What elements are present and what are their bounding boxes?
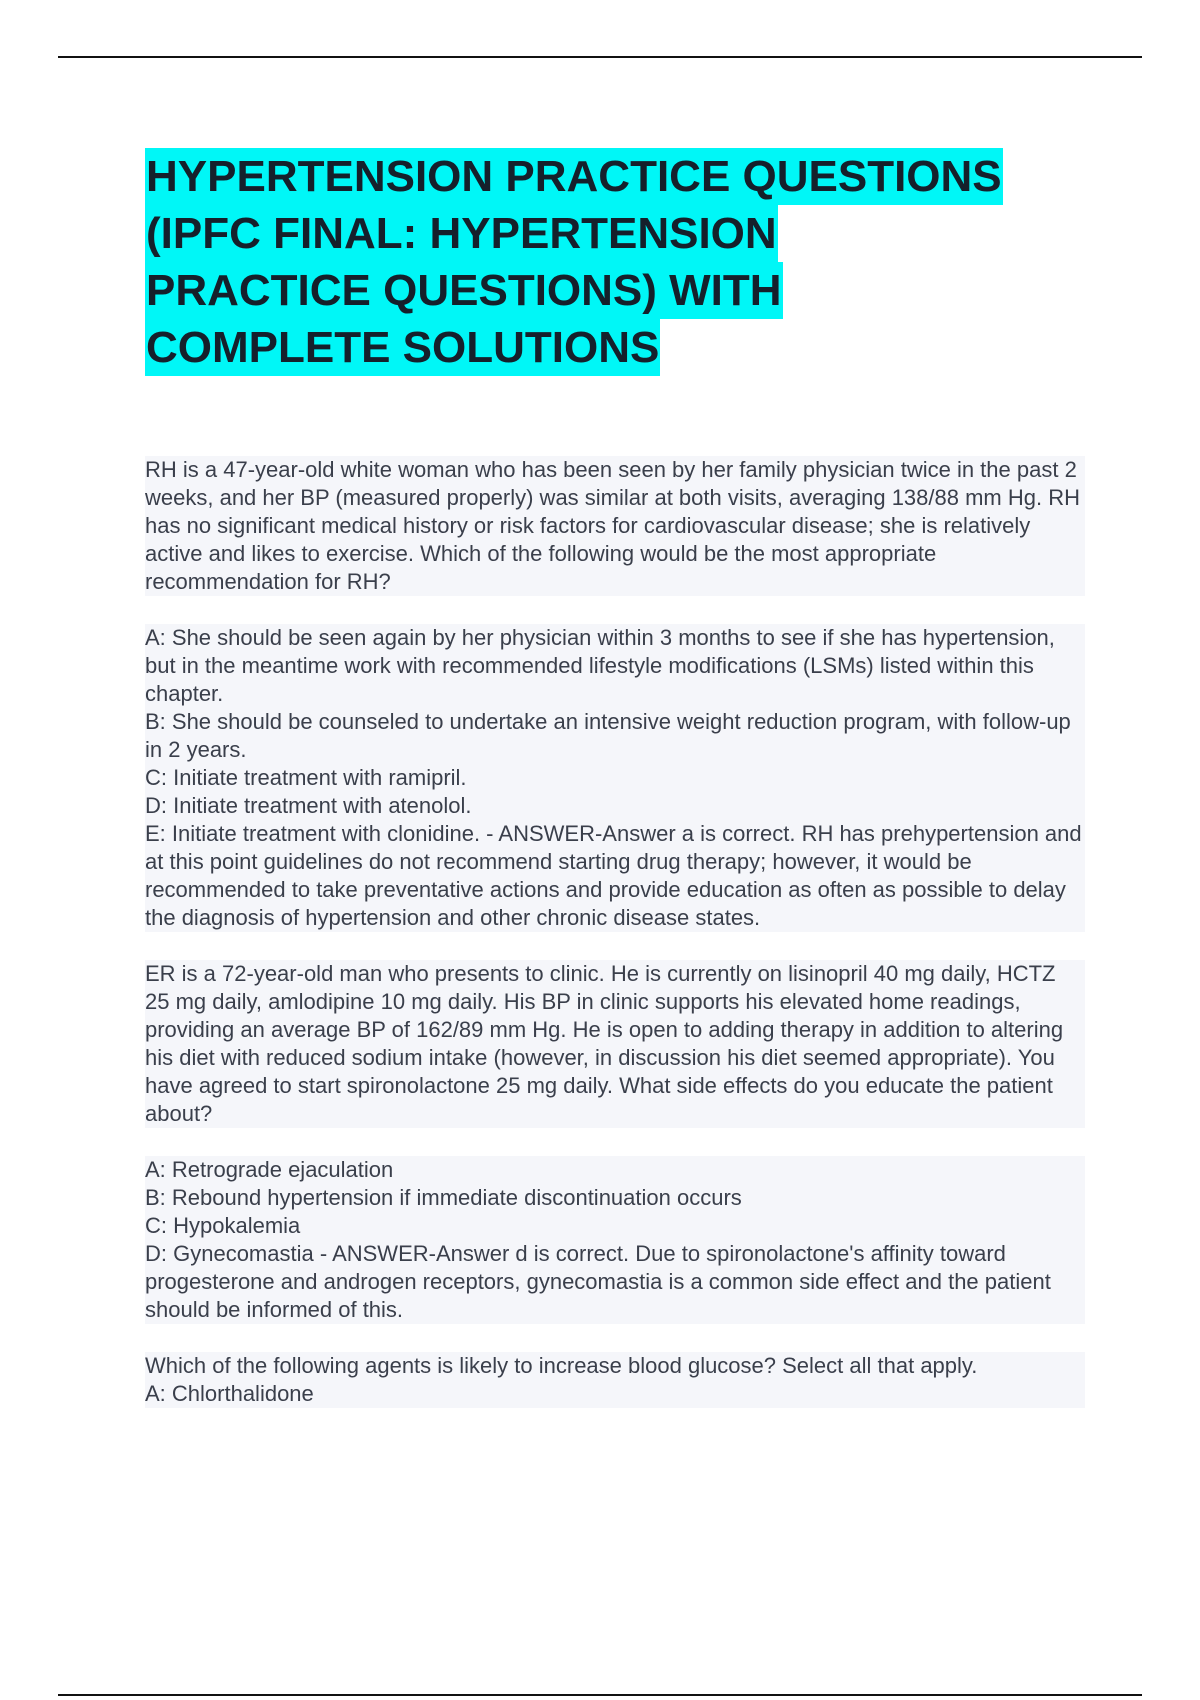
title-line-2: (IPFC FINAL: HYPERTENSION — [145, 205, 778, 262]
document-title — [145, 148, 1085, 376]
title-line-3: PRACTICE QUESTIONS) WITH — [145, 262, 783, 319]
top-rule — [58, 56, 1142, 58]
question-1-option-c: C: Initiate treatment with ramipril. — [145, 764, 1085, 792]
question-2 — [145, 960, 1085, 1324]
question-1-option-e-answer: E: Initiate treatment with clonidine. - ANSWER-Answer a is correct. RH has prehypertension and at this point guidelines do not recommend starting drug therapy; however, it would be recommended to take preventative actions and provide education as often as possible to delay the diagnosis of hypertension and other chronic disease states. — [145, 820, 1085, 932]
bottom-rule — [58, 1694, 1142, 1696]
question-2-option-a: A: Retrograde ejaculation — [145, 1156, 1085, 1184]
question-2-option-d-answer: D: Gynecomastia - ANSWER-Answer d is correct. Due to spironolactone's affinity toward progesterone and androgen receptors, gynecomastia is a common side effect and the patient should be informed of this. — [145, 1240, 1085, 1324]
title-line-1: HYPERTENSION PRACTICE QUESTIONS — [145, 148, 1003, 205]
question-3-stem: Which of the following agents is likely to increase blood glucose? Select all that apply. — [145, 1352, 1085, 1380]
question-1 — [145, 456, 1085, 932]
question-2-option-c: C: Hypokalemia — [145, 1212, 1085, 1240]
question-1-option-b: B: She should be counseled to undertake an intensive weight reduction program, with follow-up in 2 years. — [145, 708, 1085, 764]
question-1-option-a: A: She should be seen again by her physician within 3 months to see if she has hypertension, but in the meantime work with recommended lifestyle modifications (LSMs) listed within this chapter. — [145, 624, 1085, 708]
question-2-stem: ER is a 72-year-old man who presents to clinic. He is currently on lisinopril 40 mg daily, HCTZ 25 mg daily, amlodipine 10 mg daily. His BP in clinic supports his elevated home readings, providing an average BP of 162/89 mm Hg. He is open to adding therapy in addition to altering his diet with reduced sodium intake (however, in discussion his diet seemed appropriate). You have agreed to start spironolactone 25 mg daily. What side effects do you educate the patient about? — [145, 960, 1085, 1128]
question-2-option-b: B: Rebound hypertension if immediate discontinuation occurs — [145, 1184, 1085, 1212]
question-1-option-d: D: Initiate treatment with atenolol. — [145, 792, 1085, 820]
question-1-stem: RH is a 47-year-old white woman who has been seen by her family physician twice in the past 2 weeks, and her BP (measured properly) was similar at both visits, averaging 138/88 mm Hg. RH has no significant medical history or risk factors for cardiovascular disease; she is relatively active and likes to exercise. Which of the following would be the most appropriate recommendation for RH? — [145, 456, 1085, 596]
title-line-4: COMPLETE SOLUTIONS — [145, 319, 660, 376]
question-3 — [145, 1352, 1085, 1408]
question-3-option-a: A: Chlorthalidone — [145, 1380, 1085, 1408]
document-content — [145, 148, 1085, 1408]
